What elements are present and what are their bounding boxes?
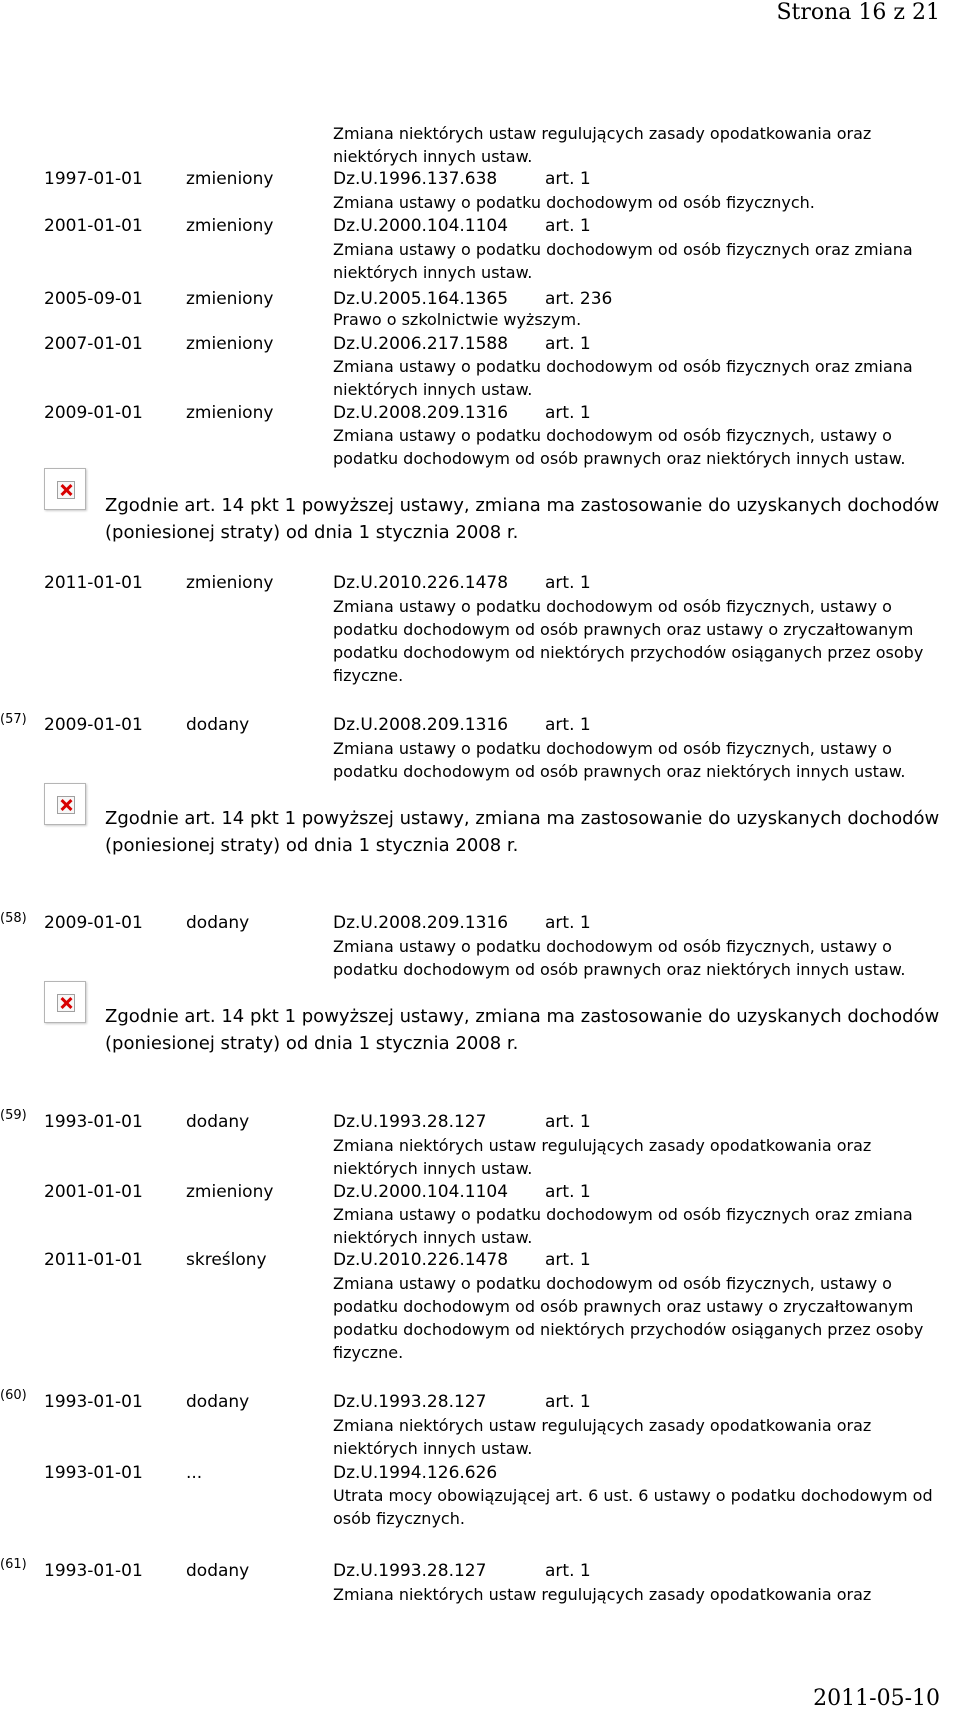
description-line: niektórych innych ustaw. (333, 147, 533, 166)
journal-reference: Dz.U.2008.209.1316 (333, 403, 509, 423)
entry-date: 2001-01-01 (44, 216, 143, 236)
description-line: podatku dochodowym od osób prawnych oraz ustawy o zryczałtowanym (333, 620, 914, 639)
entry-status: skreślony (186, 1250, 267, 1270)
history-entry (0, 401, 960, 425)
broken-image-icon (44, 468, 86, 510)
description-line: Zmiana ustawy o podatku dochodowym od osób fizycznych, ustawy o (333, 1274, 892, 1293)
page-number: Strona 16 z 21 (776, 0, 940, 25)
description-line: fizyczne. (333, 666, 404, 685)
entry-status: zmieniony (186, 334, 274, 354)
article-reference: art. 1 (545, 1250, 591, 1270)
article-reference: art. 1 (545, 216, 591, 236)
article-reference: art. 1 (545, 913, 591, 933)
journal-reference: Dz.U.2000.104.1104 (333, 216, 509, 236)
description-line: Prawo o szkolnictwie wyższym. (333, 310, 582, 329)
history-entry (0, 571, 960, 595)
footnote-marker: (59) (0, 1108, 27, 1123)
entry-date: 2007-01-01 (44, 334, 143, 354)
description-line: Zmiana niektórych ustaw regulujących zasady opodatkowania oraz (333, 1136, 872, 1155)
description-line: Zmiana ustawy o podatku dochodowym od osób fizycznych oraz zmiana (333, 1205, 913, 1224)
description-line: osób fizycznych. (333, 1509, 465, 1528)
entry-status: dodany (186, 1112, 250, 1132)
entry-date: 1993-01-01 (44, 1112, 143, 1132)
journal-reference: Dz.U.2010.226.1478 (333, 573, 509, 593)
history-entry (0, 1461, 960, 1485)
history-entry (0, 911, 960, 935)
journal-reference: Dz.U.1993.28.127 (333, 1112, 487, 1132)
description-line: podatku dochodowym od osób prawnych oraz niektórych innych ustaw. (333, 449, 906, 468)
description-line: Zmiana ustawy o podatku dochodowym od osób fizycznych, ustawy o (333, 426, 892, 445)
description-line: Zmiana ustawy o podatku dochodowym od osób fizycznych, ustawy o (333, 739, 892, 758)
entry-status: zmieniony (186, 1182, 274, 1202)
note-line: Zgodnie art. 14 pkt 1 powyższej ustawy, zmiana ma zastosowanie do uzyskanych dochodów (105, 808, 940, 829)
note-line: (poniesionej straty) od dnia 1 stycznia 2008 r. (105, 835, 519, 856)
article-reference: art. 236 (545, 289, 613, 309)
history-entry (0, 167, 960, 191)
entry-status: dodany (186, 1392, 250, 1412)
description-line: Zmiana niektórych ustaw regulujących zasady opodatkowania oraz (333, 1585, 872, 1604)
journal-reference: Dz.U.2006.217.1588 (333, 334, 509, 354)
history-entry (0, 1248, 960, 1272)
article-reference: art. 1 (545, 1182, 591, 1202)
history-entry (0, 1110, 960, 1134)
entry-date: 2001-01-01 (44, 1182, 143, 1202)
description-line: podatku dochodowym od niektórych przychodów osiąganych przez osoby (333, 1320, 924, 1339)
journal-reference: Dz.U.1996.137.638 (333, 169, 498, 189)
article-reference: art. 1 (545, 1392, 591, 1412)
footnote-marker: (58) (0, 911, 27, 926)
article-reference: art. 1 (545, 334, 591, 354)
description-line: Zmiana ustawy o podatku dochodowym od osób fizycznych, ustawy o (333, 937, 892, 956)
description-line: Zmiana ustawy o podatku dochodowym od osób fizycznych, ustawy o (333, 597, 892, 616)
entry-date: 1993-01-01 (44, 1463, 143, 1483)
article-reference: art. 1 (545, 1561, 591, 1581)
journal-reference: Dz.U.1993.28.127 (333, 1561, 487, 1581)
description-line: niektórych innych ustaw. (333, 380, 533, 399)
note-line: Zgodnie art. 14 pkt 1 powyższej ustawy, zmiana ma zastosowanie do uzyskanych dochodów (105, 495, 940, 516)
history-entry (0, 1390, 960, 1414)
entry-date: 2011-01-01 (44, 573, 143, 593)
article-reference: art. 1 (545, 715, 591, 735)
entry-status: zmieniony (186, 403, 274, 423)
journal-reference: Dz.U.2005.164.1365 (333, 289, 509, 309)
description-line: niektórych innych ustaw. (333, 263, 533, 282)
description-line: Zmiana ustawy o podatku dochodowym od osób fizycznych oraz zmiana (333, 240, 913, 259)
entry-status: zmieniony (186, 289, 274, 309)
footnote-marker: (61) (0, 1557, 27, 1572)
entry-date: 2009-01-01 (44, 403, 143, 423)
journal-reference: Dz.U.2008.209.1316 (333, 715, 509, 735)
article-reference: art. 1 (545, 573, 591, 593)
journal-reference: Dz.U.1993.28.127 (333, 1392, 487, 1412)
broken-image-icon (44, 981, 86, 1023)
entry-date: 2011-01-01 (44, 1250, 143, 1270)
journal-reference: Dz.U.2000.104.1104 (333, 1182, 509, 1202)
entry-status: dodany (186, 1561, 250, 1581)
entry-status: zmieniony (186, 216, 274, 236)
history-entry (0, 332, 960, 356)
entry-date: 2005-09-01 (44, 289, 143, 309)
description-line: podatku dochodowym od osób prawnych oraz niektórych innych ustaw. (333, 960, 906, 979)
description-line: niektórych innych ustaw. (333, 1439, 533, 1458)
entry-date: 2009-01-01 (44, 913, 143, 933)
entry-date: 1993-01-01 (44, 1561, 143, 1581)
description-line: podatku dochodowym od niektórych przychodów osiąganych przez osoby (333, 643, 924, 662)
footnote-marker: (57) (0, 712, 27, 727)
history-entry (0, 1559, 960, 1583)
description-line: niektórych innych ustaw. (333, 1228, 533, 1247)
description-line: Zmiana ustawy o podatku dochodowym od osób fizycznych. (333, 193, 815, 212)
broken-image-icon (44, 783, 86, 825)
entry-date: 1993-01-01 (44, 1392, 143, 1412)
article-reference: art. 1 (545, 1112, 591, 1132)
history-entry (0, 1180, 960, 1204)
description-line: Utrata mocy obowiązującej art. 6 ust. 6 ustawy o podatku dochodowym od (333, 1486, 933, 1505)
description-line: Zmiana ustawy o podatku dochodowym od osób fizycznych oraz zmiana (333, 357, 913, 376)
journal-reference: Dz.U.1994.126.626 (333, 1463, 498, 1483)
description-line: Zmiana niektórych ustaw regulujących zasady opodatkowania oraz (333, 124, 872, 143)
entry-status: dodany (186, 913, 250, 933)
description-line: podatku dochodowym od osób prawnych oraz niektórych innych ustaw. (333, 762, 906, 781)
entry-status: zmieniony (186, 573, 274, 593)
entry-date: 2009-01-01 (44, 715, 143, 735)
journal-reference: Dz.U.2010.226.1478 (333, 1250, 509, 1270)
article-reference: art. 1 (545, 403, 591, 423)
footnote-marker: (60) (0, 1388, 27, 1403)
note-line: Zgodnie art. 14 pkt 1 powyższej ustawy, zmiana ma zastosowanie do uzyskanych dochodów (105, 1006, 940, 1027)
entry-date: 1997-01-01 (44, 169, 143, 189)
note-line: (poniesionej straty) od dnia 1 stycznia 2008 r. (105, 522, 519, 543)
entry-status: dodany (186, 715, 250, 735)
entry-status: ... (186, 1463, 203, 1483)
article-reference: art. 1 (545, 169, 591, 189)
description-line: niektórych innych ustaw. (333, 1159, 533, 1178)
entry-status: zmieniony (186, 169, 274, 189)
history-entry (0, 214, 960, 238)
description-line: Zmiana niektórych ustaw regulujących zasady opodatkowania oraz (333, 1416, 872, 1435)
footer-date: 2011-05-10 (813, 1686, 940, 1711)
description-line: podatku dochodowym od osób prawnych oraz ustawy o zryczałtowanym (333, 1297, 914, 1316)
journal-reference: Dz.U.2008.209.1316 (333, 913, 509, 933)
note-line: (poniesionej straty) od dnia 1 stycznia 2008 r. (105, 1033, 519, 1054)
description-line: fizyczne. (333, 1343, 404, 1362)
history-entry (0, 713, 960, 737)
